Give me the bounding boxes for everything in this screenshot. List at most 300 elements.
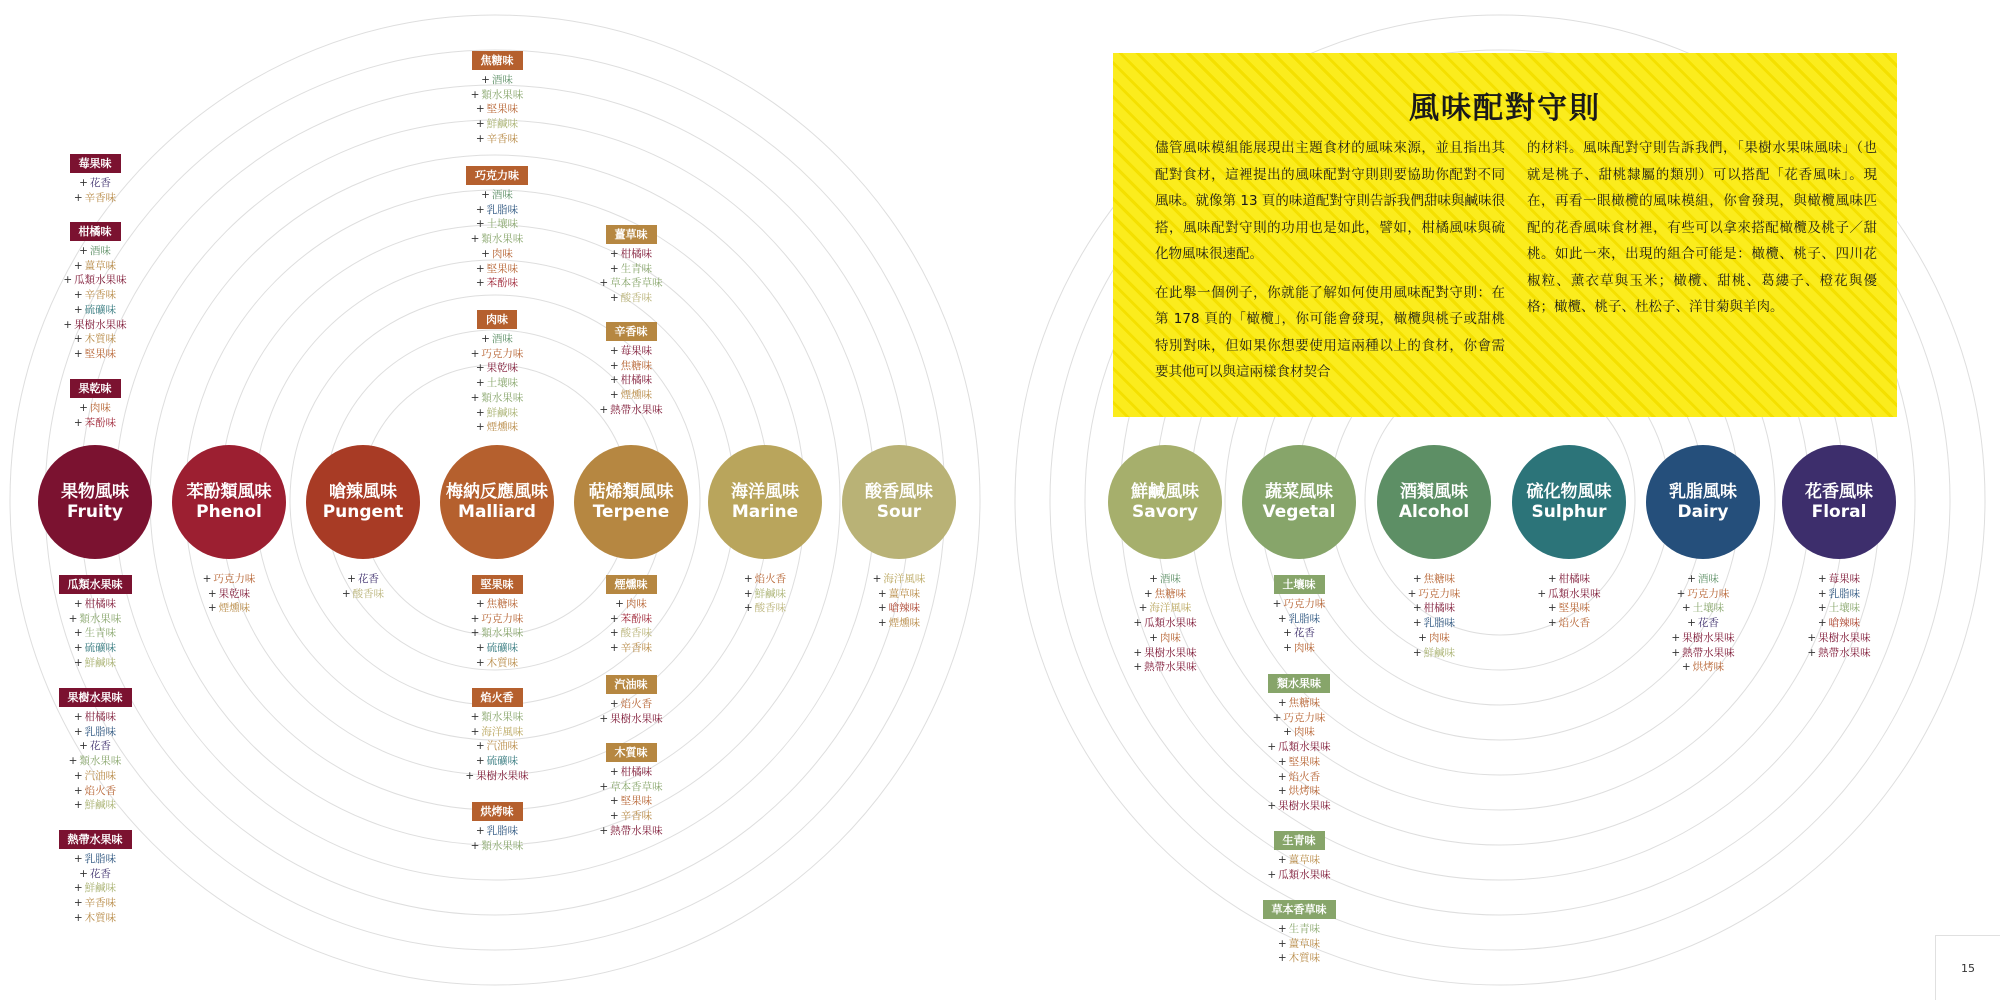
pairing-item-text: 苯酚味 bbox=[486, 277, 519, 290]
pairing-item bbox=[471, 232, 524, 247]
plus-icon: + bbox=[470, 347, 480, 360]
flavor-circle-phenol bbox=[172, 445, 286, 559]
plus-icon: + bbox=[1687, 617, 1696, 630]
pairing-item bbox=[1418, 631, 1450, 646]
plus-icon: + bbox=[1537, 587, 1547, 600]
plus-icon: + bbox=[470, 612, 480, 625]
plus-icon: + bbox=[609, 262, 619, 275]
pairing-item bbox=[1687, 616, 1719, 631]
category-label: 薑草味 bbox=[606, 225, 657, 244]
pairing-item-text: 木質味 bbox=[84, 333, 117, 346]
plus-icon: + bbox=[1547, 617, 1557, 630]
flavor-circle-zh: 梅納反應風味 bbox=[446, 482, 548, 502]
plus-icon: + bbox=[1277, 854, 1287, 866]
flavor-circle-en: Floral bbox=[1811, 502, 1867, 522]
plus-icon: + bbox=[599, 824, 609, 837]
plus-icon: + bbox=[63, 318, 73, 331]
pairing-item bbox=[476, 361, 518, 376]
pairing-list bbox=[599, 247, 662, 306]
plus-icon: + bbox=[73, 882, 83, 895]
pairing-group bbox=[566, 225, 696, 306]
pairing-item bbox=[1677, 587, 1730, 602]
pairing-item bbox=[471, 626, 524, 641]
pairing-item-text: 肉味 bbox=[491, 247, 513, 260]
pairing-group bbox=[566, 322, 696, 418]
pairing-item bbox=[1149, 572, 1181, 587]
pairing-group bbox=[1100, 572, 1230, 675]
plus-icon: + bbox=[877, 617, 887, 630]
flavor-circle-pungent bbox=[306, 445, 420, 559]
pairing-item bbox=[744, 601, 786, 616]
pairing-item bbox=[63, 273, 126, 288]
category-label: 土壤味 bbox=[1274, 575, 1325, 594]
plus-icon: + bbox=[481, 74, 490, 86]
pairing-item bbox=[1413, 616, 1455, 631]
plus-icon: + bbox=[73, 799, 83, 812]
pairing-item-text: 鮮鹹味 bbox=[1423, 646, 1456, 659]
plus-icon: + bbox=[743, 573, 753, 585]
plus-icon: + bbox=[1817, 573, 1827, 585]
plus-icon: + bbox=[470, 233, 480, 246]
flavor-circle-zh: 苯酚類風味 bbox=[186, 482, 272, 502]
flavor-circle-en: Fruity bbox=[66, 502, 124, 522]
pairing-item-text: 類水果味 bbox=[481, 88, 524, 101]
pairing-item bbox=[610, 697, 652, 712]
plus-icon: + bbox=[609, 642, 619, 655]
plus-icon: + bbox=[475, 642, 485, 655]
flavor-circle-dairy bbox=[1646, 445, 1760, 559]
pairing-group bbox=[834, 572, 964, 631]
pairing-item bbox=[1682, 660, 1724, 675]
plus-icon: + bbox=[475, 118, 485, 131]
pairing-item-text: 煙燻味 bbox=[888, 617, 921, 630]
pairing-item-text: 硫礦味 bbox=[486, 642, 519, 655]
pairing-item-text: 焦糖味 bbox=[1423, 573, 1456, 585]
pairing-item-text: 汽油味 bbox=[84, 769, 117, 782]
pairing-item-text: 乳脂味 bbox=[84, 853, 117, 865]
plus-icon: + bbox=[609, 345, 619, 357]
pairing-item-text: 巧克力味 bbox=[1283, 711, 1326, 724]
pairing-item-text: 果樹水果味 bbox=[74, 318, 127, 331]
category-label: 烘烤味 bbox=[472, 802, 523, 821]
plus-icon: + bbox=[73, 642, 83, 655]
plus-icon: + bbox=[79, 245, 88, 257]
pairing-item bbox=[74, 881, 116, 896]
plus-icon: + bbox=[1547, 573, 1557, 585]
pairing-item bbox=[476, 739, 518, 754]
pairing-item bbox=[74, 641, 116, 656]
pairing-item-text: 柑橘味 bbox=[84, 711, 117, 723]
flavor-circle-en: Alcohol bbox=[1398, 502, 1470, 522]
pairing-item-text: 薑草味 bbox=[1288, 937, 1321, 950]
pairing-item-text: 海洋風味 bbox=[883, 573, 926, 585]
flavor-circle-en: Terpene bbox=[592, 502, 670, 522]
pairing-group bbox=[30, 575, 160, 671]
pairing-item-text: 類水果味 bbox=[481, 839, 524, 852]
pairing-item-text: 果乾味 bbox=[218, 587, 251, 600]
pairing-item-text: 木質味 bbox=[84, 911, 117, 924]
pairing-item bbox=[1133, 646, 1196, 661]
pairing-list bbox=[1807, 572, 1870, 660]
pairing-item bbox=[878, 587, 920, 602]
pairing-list bbox=[342, 572, 384, 601]
pairing-item-text: 焰火香 bbox=[84, 784, 117, 797]
pairing-item-text: 嗆辣味 bbox=[888, 602, 921, 615]
plus-icon: + bbox=[1418, 631, 1427, 644]
flavor-circle-zh: 硫化物風味 bbox=[1526, 482, 1612, 502]
pairing-item-text: 乳脂味 bbox=[1423, 617, 1456, 630]
pairing-item-text: 硫礦味 bbox=[84, 303, 117, 316]
pairing-item-text: 辛香味 bbox=[84, 289, 117, 302]
pairing-item-text: 果樹水果味 bbox=[1682, 631, 1735, 644]
plus-icon: + bbox=[470, 725, 480, 738]
plus-icon: + bbox=[1283, 726, 1292, 739]
category-label: 肉味 bbox=[477, 310, 517, 329]
plus-icon: + bbox=[475, 755, 485, 768]
pairing-item bbox=[610, 247, 652, 262]
pairing-group bbox=[30, 688, 160, 813]
plus-icon: + bbox=[1671, 646, 1681, 659]
pairing-item bbox=[79, 739, 111, 754]
plus-icon: + bbox=[1681, 661, 1691, 674]
panel-title: 風味配對守則 bbox=[1409, 91, 1601, 126]
pairing-item-text: 苯酚味 bbox=[620, 612, 653, 625]
pairing-item-text: 類水果味 bbox=[481, 627, 524, 640]
pairing-item bbox=[1278, 784, 1320, 799]
plus-icon: + bbox=[481, 247, 490, 260]
plus-icon: + bbox=[1149, 631, 1158, 644]
plus-icon: + bbox=[1272, 598, 1282, 610]
pairing-item bbox=[1149, 631, 1181, 646]
plus-icon: + bbox=[1267, 741, 1277, 754]
pairing-item bbox=[878, 601, 920, 616]
pairing-item-text: 花香 bbox=[1697, 617, 1719, 630]
pairing-item-text: 柑橘味 bbox=[620, 374, 653, 387]
category-label: 生青味 bbox=[1274, 831, 1325, 850]
pairing-item bbox=[74, 597, 116, 612]
pairing-item bbox=[203, 572, 256, 587]
plus-icon: + bbox=[1817, 617, 1827, 630]
pairing-item bbox=[1278, 922, 1320, 937]
pairing-item-text: 辛香味 bbox=[486, 132, 519, 145]
plus-icon: + bbox=[73, 911, 83, 924]
pairing-item-text: 焰火香 bbox=[1558, 617, 1591, 630]
plus-icon: + bbox=[470, 88, 480, 101]
plus-icon: + bbox=[609, 292, 619, 305]
flavor-circle-zh: 鮮鹹風味 bbox=[1131, 482, 1199, 502]
pairing-item bbox=[1283, 725, 1315, 740]
pairing-item-text: 酸香味 bbox=[620, 292, 653, 305]
pairing-item-text: 柑橘味 bbox=[1423, 602, 1456, 615]
pairing-list bbox=[471, 597, 524, 671]
pairing-group bbox=[432, 166, 562, 291]
plus-icon: + bbox=[341, 587, 351, 600]
pairing-item-text: 乳脂味 bbox=[486, 825, 519, 837]
pairing-item-text: 果乾味 bbox=[486, 362, 519, 375]
pairing-item-text: 乳脂味 bbox=[1828, 587, 1861, 600]
pairing-item-text: 辛香味 bbox=[620, 642, 653, 655]
plus-icon: + bbox=[73, 191, 83, 204]
pairing-item-text: 苯酚味 bbox=[84, 416, 117, 429]
plus-icon: + bbox=[73, 853, 83, 865]
pairing-item bbox=[1682, 601, 1724, 616]
pairing-item-text: 花香 bbox=[1293, 627, 1315, 640]
pairing-item-text: 肉味 bbox=[89, 402, 111, 414]
plus-icon: + bbox=[481, 189, 490, 201]
plus-icon: + bbox=[470, 711, 480, 723]
pairing-item bbox=[79, 176, 111, 191]
pairing-item-text: 鮮鹹味 bbox=[486, 406, 519, 419]
category-label: 草本香草味 bbox=[1263, 900, 1336, 919]
pairing-item-text: 瓜類水果味 bbox=[1278, 868, 1331, 881]
category-label: 果乾味 bbox=[70, 379, 121, 398]
plus-icon: + bbox=[475, 406, 485, 419]
pairing-item-text: 鮮鹹味 bbox=[84, 656, 117, 669]
pairing-item bbox=[610, 344, 652, 359]
pairing-item-text: 熱帶水果味 bbox=[1144, 661, 1197, 674]
plus-icon: + bbox=[470, 839, 480, 852]
category-label: 汽油味 bbox=[606, 675, 657, 694]
pairing-item-text: 硫礦味 bbox=[486, 755, 519, 768]
pairing-group bbox=[566, 575, 696, 656]
pairing-group bbox=[30, 379, 160, 430]
flavor-circle-zh: 蔬菜風味 bbox=[1265, 482, 1333, 502]
pairing-item-text: 焦糖味 bbox=[1154, 587, 1187, 600]
pairing-list bbox=[744, 572, 786, 616]
plus-icon: + bbox=[1817, 602, 1827, 615]
plus-icon: + bbox=[475, 218, 485, 231]
pairing-item-text: 肉味 bbox=[625, 598, 647, 610]
pairing-group bbox=[700, 572, 830, 616]
pairing-item-text: 堅果味 bbox=[620, 795, 653, 808]
pairing-item bbox=[481, 188, 513, 203]
pairing-item bbox=[471, 88, 524, 103]
pairing-list bbox=[1537, 572, 1600, 631]
plus-icon: + bbox=[1283, 642, 1292, 655]
pairing-item bbox=[74, 416, 116, 431]
pairing-item bbox=[476, 217, 518, 232]
pairing-item-text: 生青味 bbox=[620, 262, 653, 275]
plus-icon: + bbox=[475, 262, 485, 275]
pairing-item bbox=[476, 824, 518, 839]
plus-icon: + bbox=[743, 602, 753, 615]
pairing-item-text: 草本香草味 bbox=[610, 780, 663, 793]
plus-icon: + bbox=[475, 825, 485, 837]
pairing-item-text: 酒味 bbox=[491, 74, 513, 86]
category-label: 柑橘味 bbox=[70, 222, 121, 241]
panel-paragraph: 的材料。風味配對守則告訴我們，「果樹水果味風味」（也就是桃子、甜桃隸屬的類別）可以搭配「花香風味」。現在，再看一眼橄欖的風味模組，你會發現，與橄欖風味匹配的花香風味食材裡，有些可以拿來搭配橄欖及桃子／甜桃。如此一來，出現的組合可能是：橄欖、桃子、四川花椒粒、薰衣草與玉米；橄欖、甜桃、葛縷子、橙花與優格；橄欖、桃子、杜松子、洋甘菊與羊肉。 bbox=[1527, 140, 1877, 315]
pairing-list bbox=[599, 765, 662, 839]
pairing-item bbox=[476, 406, 518, 421]
pairing-item-text: 果樹水果味 bbox=[476, 769, 529, 782]
pairing-item bbox=[1671, 631, 1734, 646]
pairing-item-text: 熱帶水果味 bbox=[1818, 646, 1871, 659]
pairing-item-text: 肉味 bbox=[1293, 642, 1315, 655]
category-label: 巧克力味 bbox=[466, 166, 528, 185]
flavor-circle-sulphur bbox=[1512, 445, 1626, 559]
pairing-item bbox=[74, 798, 116, 813]
pairing-item-text: 柑橘味 bbox=[620, 766, 653, 778]
plus-icon: + bbox=[79, 402, 88, 414]
pairing-item-text: 海洋風味 bbox=[1149, 602, 1192, 615]
plus-icon: + bbox=[1277, 937, 1287, 950]
pairing-group bbox=[432, 51, 562, 147]
pairing-item bbox=[873, 572, 926, 587]
pairing-item bbox=[74, 784, 116, 799]
pairing-item bbox=[599, 276, 662, 291]
plus-icon: + bbox=[1277, 770, 1287, 783]
pairing-list bbox=[599, 344, 662, 418]
plus-icon: + bbox=[73, 627, 83, 640]
pairing-item bbox=[599, 824, 662, 839]
pairing-item-text: 海洋風味 bbox=[481, 725, 524, 738]
pairing-item bbox=[74, 191, 116, 206]
plus-icon: + bbox=[1277, 612, 1287, 625]
pairing-item-text: 辛香味 bbox=[84, 191, 117, 204]
pairing-item-text: 巧克力味 bbox=[481, 612, 524, 625]
pairing-item-text: 果樹水果味 bbox=[610, 712, 663, 725]
pairing-item bbox=[74, 626, 116, 641]
pairing-group bbox=[298, 572, 428, 601]
pairing-item bbox=[481, 73, 513, 88]
pairing-item-text: 肉味 bbox=[1428, 631, 1450, 644]
pairing-item bbox=[1133, 616, 1196, 631]
pairing-item-text: 柑橘味 bbox=[1558, 573, 1591, 585]
pairing-item bbox=[74, 303, 116, 318]
pairing-item bbox=[208, 587, 250, 602]
pairing-item bbox=[471, 725, 524, 740]
pairing-item-text: 熱帶水果味 bbox=[610, 403, 663, 416]
pairing-item bbox=[599, 712, 662, 727]
flavor-circle-marine bbox=[708, 445, 822, 559]
pairing-item-text: 乳脂味 bbox=[1288, 612, 1321, 625]
flavor-circle-en: Pungent bbox=[322, 502, 404, 522]
pairing-item bbox=[476, 656, 518, 671]
flavor-circle-floral bbox=[1782, 445, 1896, 559]
flavor-circle-en: Vegetal bbox=[1262, 502, 1336, 522]
plus-icon: + bbox=[599, 403, 609, 416]
pairing-item bbox=[476, 102, 518, 117]
flavor-pairing-rules-panel bbox=[1113, 53, 1897, 417]
pairing-item-text: 肉味 bbox=[1293, 726, 1315, 739]
category-label: 熱帶水果味 bbox=[59, 830, 132, 849]
pairing-item-text: 堅果味 bbox=[486, 262, 519, 275]
pairing-item-text: 木質味 bbox=[486, 656, 519, 669]
pairing-item bbox=[476, 203, 518, 218]
pairing-item-text: 鮮鹹味 bbox=[754, 587, 787, 600]
pairing-group bbox=[1234, 575, 1364, 656]
pairing-item-text: 類水果味 bbox=[481, 233, 524, 246]
pairing-item bbox=[74, 852, 116, 867]
pairing-item bbox=[610, 612, 652, 627]
plus-icon: + bbox=[1687, 573, 1696, 585]
plus-icon: + bbox=[615, 598, 624, 610]
pairing-group bbox=[566, 675, 696, 726]
pairing-list bbox=[599, 697, 662, 726]
plus-icon: + bbox=[1412, 646, 1422, 659]
flavor-circle-zh: 酒類風味 bbox=[1400, 482, 1468, 502]
pairing-item-text: 土壤味 bbox=[486, 377, 519, 390]
pairing-item bbox=[63, 318, 126, 333]
plus-icon: + bbox=[1676, 587, 1686, 600]
category-label: 煙燻味 bbox=[606, 575, 657, 594]
pairing-item-text: 花香 bbox=[89, 740, 111, 753]
pairing-item bbox=[476, 132, 518, 147]
pairing-item-text: 瓜類水果味 bbox=[1278, 741, 1331, 754]
pairing-item bbox=[1537, 587, 1600, 602]
pairing-item bbox=[744, 587, 786, 602]
plus-icon: + bbox=[475, 377, 485, 390]
pairing-item-text: 薑草味 bbox=[84, 259, 117, 272]
pairing-item-text: 煙燻味 bbox=[486, 421, 519, 434]
pairing-item-text: 薑草味 bbox=[888, 587, 921, 600]
pairing-item-text: 堅果味 bbox=[1558, 602, 1591, 615]
pairing-item-text: 辛香味 bbox=[84, 897, 117, 910]
plus-icon: + bbox=[1133, 661, 1143, 674]
pairing-item bbox=[610, 626, 652, 641]
plus-icon: + bbox=[475, 362, 485, 375]
pairing-item bbox=[476, 117, 518, 132]
pairing-item-text: 肉味 bbox=[1159, 631, 1181, 644]
flavor-circle-vegetal bbox=[1242, 445, 1356, 559]
flavor-circle-alcohol bbox=[1377, 445, 1491, 559]
pairing-item bbox=[69, 612, 122, 627]
pairing-item bbox=[74, 896, 116, 911]
pairing-item bbox=[74, 911, 116, 926]
plus-icon: + bbox=[73, 416, 83, 429]
pairing-item-text: 焰火香 bbox=[754, 573, 787, 585]
pairing-item bbox=[471, 612, 524, 627]
pairing-item-text: 巧克力味 bbox=[1418, 587, 1461, 600]
pairing-item bbox=[610, 388, 652, 403]
pairing-item bbox=[465, 769, 528, 784]
flavor-circle-en: Sulphur bbox=[1531, 502, 1607, 522]
pairing-item bbox=[1818, 572, 1860, 587]
plus-icon: + bbox=[475, 598, 485, 610]
pairing-item-text: 瓜類水果味 bbox=[1548, 587, 1601, 600]
pairing-item bbox=[1671, 646, 1734, 661]
plus-icon: + bbox=[207, 587, 217, 600]
pairing-item-text: 酸香味 bbox=[352, 587, 385, 600]
flavor-circle-malliard bbox=[440, 445, 554, 559]
flavor-circle-en: Dairy bbox=[1677, 502, 1729, 522]
pairing-item bbox=[476, 641, 518, 656]
pairing-item-text: 柑橘味 bbox=[620, 248, 653, 260]
flavor-circle-en: Sour bbox=[876, 502, 922, 522]
pairing-item bbox=[1818, 587, 1860, 602]
pairing-item bbox=[74, 710, 116, 725]
flavor-circle-en: Savory bbox=[1132, 502, 1198, 522]
plus-icon: + bbox=[609, 389, 619, 402]
pairing-item-text: 焦糖味 bbox=[620, 359, 653, 372]
pairing-item bbox=[1278, 696, 1320, 711]
plus-icon: + bbox=[73, 711, 83, 723]
flavor-circle-zh: 乳脂風味 bbox=[1669, 482, 1737, 502]
pairing-list bbox=[203, 572, 256, 616]
panel-paragraph: 儘管風味模組能展現出主題食材的風味來源，並且指出其配對食材，這裡提出的風味配對守則則要協助你配對不同風味。就像第 13 頁的味道配對守則告訴我們甜味與鹹味很搭，風味配對守則的功用也是如此，譬如，柑橘風味與硫化物風味很速配。 bbox=[1155, 140, 1505, 262]
pairing-list bbox=[69, 597, 122, 671]
pairing-group bbox=[432, 310, 562, 435]
category-label: 瓜類水果味 bbox=[59, 575, 132, 594]
pairing-group bbox=[1234, 674, 1364, 814]
pairing-item-text: 土壤味 bbox=[1692, 602, 1725, 615]
pairing-group bbox=[30, 222, 160, 362]
plus-icon: + bbox=[599, 712, 609, 725]
pairing-item-text: 果樹水果味 bbox=[1278, 799, 1331, 812]
pairing-item bbox=[610, 373, 652, 388]
plus-icon: + bbox=[609, 795, 619, 808]
plus-icon: + bbox=[1817, 587, 1827, 600]
